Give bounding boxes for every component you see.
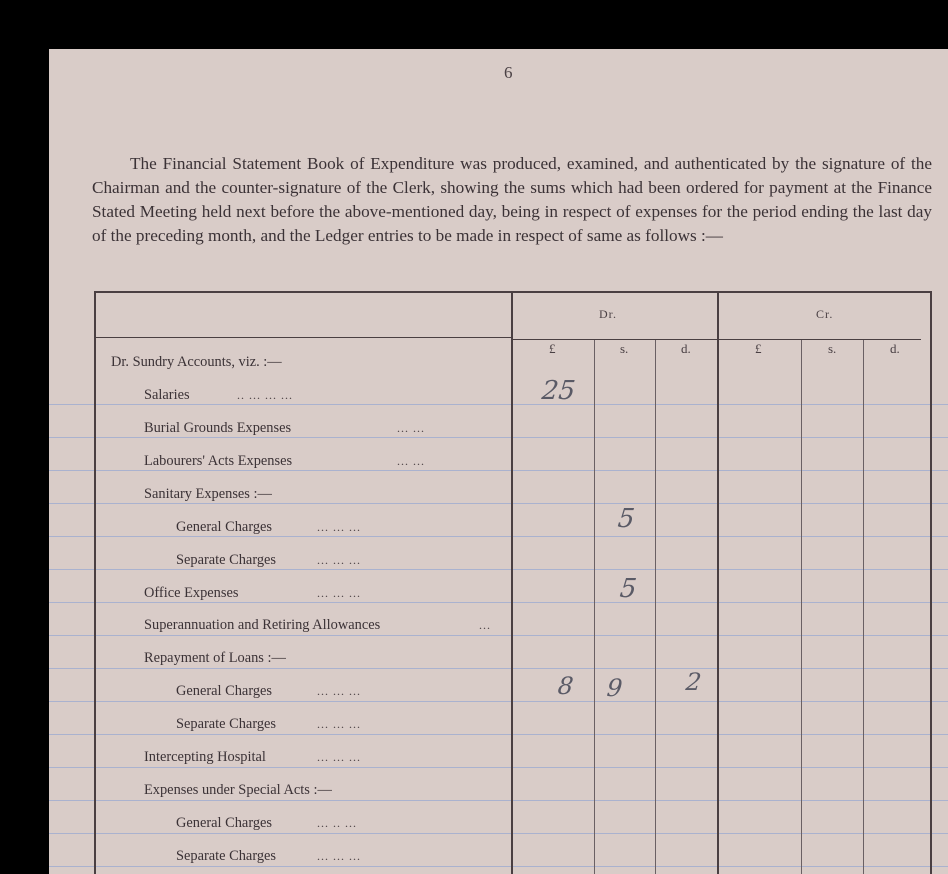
ruled-line	[49, 668, 948, 669]
amount-header-rule	[511, 339, 921, 340]
ruled-line	[49, 437, 948, 438]
handwritten-pence: 2	[684, 668, 703, 696]
cr-pence-divider	[863, 340, 864, 874]
row-label: Salaries	[144, 387, 190, 403]
row-label: Burial Grounds Expenses	[144, 420, 292, 436]
row-label: Separate Charges	[176, 716, 277, 732]
row-label: Expenses under Special Acts :—	[144, 782, 332, 798]
leader-dots: .. ... ... ...	[237, 388, 293, 402]
handwritten-pounds: 25	[540, 376, 577, 406]
table-right-border	[930, 291, 932, 874]
leader-dots: ... .. ...	[317, 816, 357, 830]
cr-column-border	[717, 293, 719, 874]
leader-dots: ... ... ...	[317, 750, 361, 764]
ruled-line	[49, 602, 948, 603]
row-label: Repayment of Loans :—	[144, 650, 286, 666]
row-label: Office Expenses	[144, 585, 239, 601]
leader-dots: ... ...	[397, 421, 425, 435]
ruled-line	[49, 470, 948, 471]
ruled-line	[49, 767, 948, 768]
ruled-line	[49, 503, 948, 504]
leader-dots: ... ... ...	[317, 553, 361, 567]
table-left-border	[94, 291, 96, 874]
row-label: Labourers' Acts Expenses	[144, 453, 293, 469]
ruled-line	[49, 635, 948, 636]
dr-shillings-header: s.	[620, 341, 629, 356]
leader-dots: ... ... ...	[317, 586, 361, 600]
leader-dots: ... ... ...	[317, 717, 361, 731]
dr-column-border	[511, 293, 513, 874]
ruled-line	[49, 800, 948, 801]
cr-shillings-divider	[801, 340, 802, 874]
row-label: General Charges	[176, 519, 273, 535]
cr-shillings-header: s.	[828, 341, 837, 356]
leader-dots: ... ... ...	[317, 520, 361, 534]
leader-dots: ... ... ...	[317, 849, 361, 863]
ledger-page	[49, 49, 948, 874]
statement-paragraph	[92, 152, 932, 248]
dr-header: Dr.	[599, 307, 617, 321]
row-label: Separate Charges	[176, 848, 277, 864]
row-label: Intercepting Hospital	[144, 749, 266, 765]
row-label: Sanitary Expenses :—	[144, 486, 272, 502]
row-label: Superannuation and Retiring Allowances	[144, 617, 381, 633]
dr-shillings-divider	[594, 340, 595, 874]
statement-text: The Financial Statement Book of Expenditure was produced, examined, and authenticated by the signature of the Chairman and the counter-signature of the Clerk, showing the sums which had been ordered for payment at the Finance Stated Meeting held next before the above-mentioned day, being in respect of expenses for the period ending the last day of the preceding month, and the Ledger entries to be made in respect of same as follows :—	[92, 154, 932, 245]
cr-pence-header: d.	[890, 341, 900, 356]
leader-dots: ... ... ...	[317, 684, 361, 698]
ruled-line	[49, 536, 948, 537]
accounts-heading: Dr. Sundry Accounts, viz. :—	[111, 354, 282, 370]
dr-pence-header: d.	[681, 341, 691, 356]
ruled-line	[49, 404, 948, 405]
handwritten-shillings: 5	[618, 574, 639, 604]
dr-pence-divider	[655, 340, 656, 874]
page-number: 6	[504, 63, 513, 82]
leader-dots: ...	[479, 618, 491, 632]
ruled-line	[49, 569, 948, 570]
handwritten-shillings: 5	[616, 504, 637, 534]
row-label: Separate Charges	[176, 552, 277, 568]
ruled-line	[49, 866, 948, 867]
dr-pounds-header: £	[549, 341, 556, 356]
ruled-line	[49, 701, 948, 702]
description-header-rule	[96, 337, 511, 338]
ruled-line	[49, 833, 948, 834]
cr-header: Cr.	[816, 307, 834, 321]
leader-dots: ... ...	[397, 454, 425, 468]
row-label: General Charges	[176, 815, 273, 831]
handwritten-pounds: 8	[556, 672, 575, 700]
table-top-border	[94, 291, 932, 293]
ruled-line	[49, 734, 948, 735]
cr-pounds-header: £	[755, 341, 762, 356]
handwritten-shillings: 9	[605, 674, 624, 702]
row-label: General Charges	[176, 683, 273, 699]
